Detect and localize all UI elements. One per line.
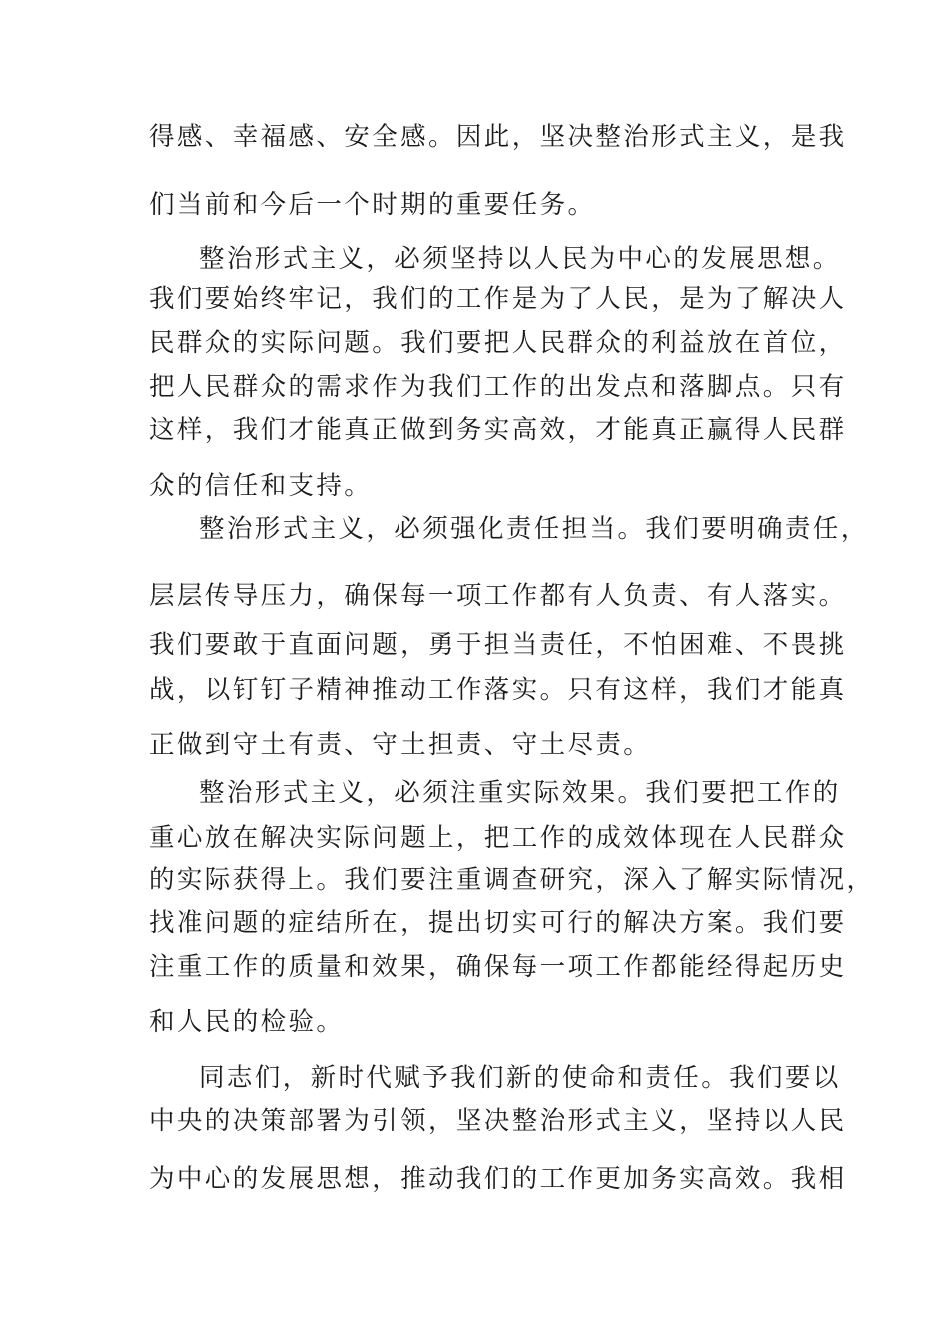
text-line: 战，以钉钉子精神推动工作落实。只有这样，我们才能真 xyxy=(149,675,847,705)
text-line: 注重工作的质量和效果，确保每一项工作都能经得起历史 xyxy=(149,952,847,982)
paragraph-first-line: 整治形式主义，必须注重实际效果。我们要把工作的 xyxy=(199,778,841,808)
text-line: 得感、幸福感、安全感。因此，坚决整治形式主义，是我 xyxy=(149,122,847,152)
text-line: 们当前和今后一个时期的重要任务。 xyxy=(149,190,596,220)
text-line: 中央的决策部署为引领，坚决整治形式主义，坚持以人民 xyxy=(149,1106,847,1136)
text-line: 我们要始终牢记，我们的工作是为了人民，是为了解决人 xyxy=(149,284,847,314)
text-line: 这样，我们才能真正做到务实高效，才能真正赢得人民群 xyxy=(149,415,847,445)
text-line: 和人民的检验。 xyxy=(149,1007,345,1037)
text-line: 众的信任和支持。 xyxy=(149,471,373,501)
text-line: 民群众的实际问题。我们要把人民群众的利益放在首位， xyxy=(149,328,847,358)
text-line: 正做到守土有责、守土担责、守土尽责。 xyxy=(149,730,652,760)
text-line: 我们要敢于直面问题，勇于担当责任，不怕困难、不畏挑 xyxy=(149,630,847,660)
text-line: 层层传导压力，确保每一项工作都有人负责、有人落实。 xyxy=(149,581,847,611)
text-line: 为中心的发展思想，推动我们的工作更加务实高效。我相 xyxy=(149,1164,847,1194)
paragraph-first-line: 整治形式主义，必须坚持以人民为中心的发展思想。 xyxy=(199,244,841,274)
text-line: 把人民群众的需求作为我们工作的出发点和落脚点。只有 xyxy=(149,372,847,402)
paragraph-first-line: 同志们，新时代赋予我们新的使命和责任。我们要以 xyxy=(199,1063,841,1093)
text-line: 找准问题的症结所在，提出切实可行的解决方案。我们要 xyxy=(149,908,847,938)
paragraph-first-line: 整治形式主义，必须强化责任担当。我们要明确责任， xyxy=(199,514,869,544)
text-line: 的实际获得上。我们要注重调查研究，深入了解实际情况， xyxy=(149,865,875,895)
text-line: 重心放在解决实际问题上，把工作的成效体现在人民群众 xyxy=(149,823,847,853)
